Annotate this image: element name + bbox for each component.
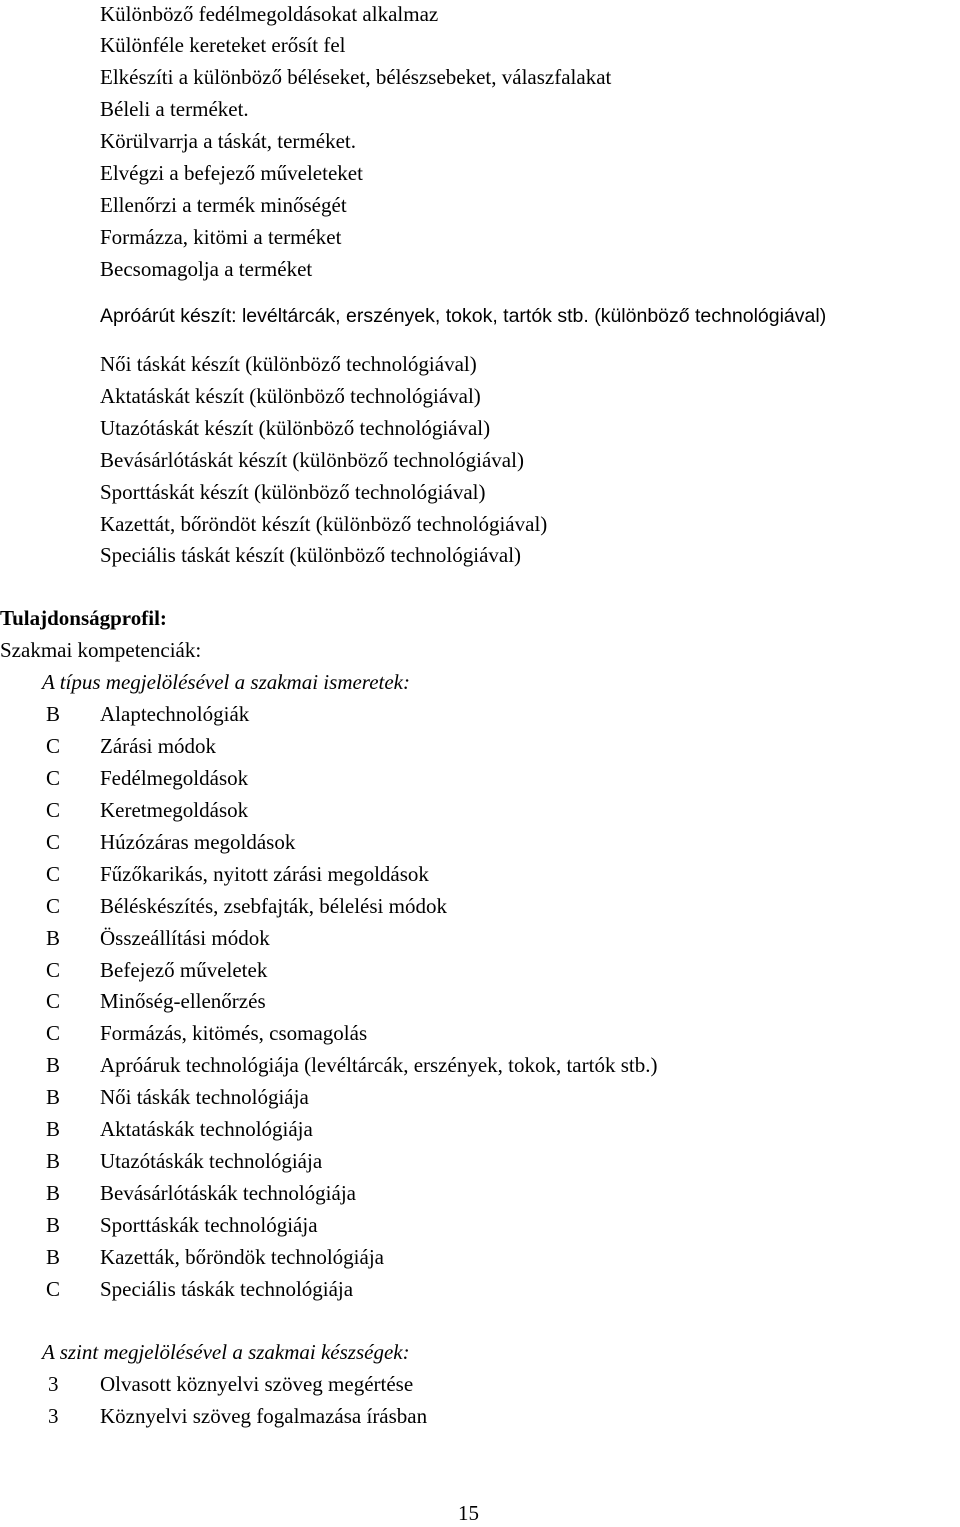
knowledge-text: Aktatáskák technológiája: [100, 1117, 313, 1141]
task-item: Utazótáskát készít (különböző technológiával): [100, 416, 491, 440]
knowledge-row: [0, 924, 900, 952]
knowledge-heading: A típus megjelölésével a szakmai ismeretek:: [42, 670, 410, 694]
knowledge-row: [0, 828, 900, 856]
knowledge-text: Bevásárlótáskák technológiája: [100, 1181, 356, 1205]
task-item: Elkészíti a különböző béléseket, bélészsebeket, válaszfalakat: [100, 65, 612, 89]
knowledge-text: Alaptechnológiák: [100, 702, 250, 726]
profile-title: Tulajdonságprofil:: [0, 606, 167, 630]
knowledge-grade: C: [46, 766, 61, 790]
knowledge-grade: C: [46, 894, 61, 918]
competencies-title: Szakmai kompetenciák:: [0, 638, 202, 662]
knowledge-text: Húzózáras megoldások: [100, 830, 296, 854]
small-goods-task: Apróárút készít: levéltárcák, erszények, tokok, tartók stb. (különböző technológiával): [100, 305, 827, 327]
skills-heading: A szint megjelölésével a szakmai készségek:: [42, 1340, 410, 1364]
knowledge-text: Női táskák technológiája: [100, 1085, 309, 1109]
knowledge-grade: B: [46, 1245, 61, 1269]
skill-level: 3: [48, 1372, 59, 1396]
knowledge-row: [0, 764, 900, 792]
task-item: Bevásárlótáskát készít (különböző technológiával): [100, 448, 524, 472]
knowledge-row: [0, 1147, 900, 1175]
knowledge-grade: B: [46, 926, 61, 950]
knowledge-row: [0, 700, 900, 728]
knowledge-row: [0, 987, 900, 1015]
knowledge-row: [0, 860, 900, 888]
knowledge-text: Zárási módok: [100, 734, 217, 758]
knowledge-grade: B: [46, 1149, 61, 1173]
knowledge-text: Formázás, kitömés, csomagolás: [100, 1021, 368, 1045]
knowledge-row: [0, 732, 900, 760]
knowledge-text: Keretmegoldások: [100, 798, 249, 822]
task-item: Becsomagolja a terméket: [100, 257, 313, 281]
task-item: Női táskát készít (különböző technológiával): [100, 352, 477, 376]
task-item: Különböző fedélmegoldásokat alkalmaz: [100, 2, 439, 26]
task-item: Különféle kereteket erősít fel: [100, 33, 346, 57]
knowledge-row: [0, 796, 900, 824]
knowledge-text: Béléskészítés, zsebfajták, bélelési módok: [100, 894, 447, 918]
knowledge-row: [0, 1051, 900, 1079]
task-item: Speciális táskát készít (különböző technológiával): [100, 543, 522, 567]
knowledge-text: Speciális táskák technológiája: [100, 1277, 354, 1301]
skill-row: [0, 1402, 900, 1430]
knowledge-grade: C: [46, 989, 61, 1013]
knowledge-grade: C: [46, 958, 61, 982]
knowledge-grade: C: [46, 1021, 61, 1045]
knowledge-text: Utazótáskák technológiája: [100, 1149, 323, 1173]
knowledge-text: Apróáruk technológiája (levéltárcák, erszények, tokok, tartók stb.): [100, 1053, 658, 1077]
knowledge-grade: B: [46, 702, 61, 726]
task-item: Formázza, kitömi a terméket: [100, 225, 342, 249]
knowledge-text: Befejező műveletek: [100, 958, 268, 982]
task-item: Körülvarrja a táskát, terméket.: [100, 129, 356, 153]
task-item: Sporttáskát készít (különböző technológiával): [100, 480, 486, 504]
knowledge-grade: C: [46, 862, 61, 886]
knowledge-grade: B: [46, 1053, 61, 1077]
knowledge-row: [0, 1179, 900, 1207]
knowledge-grade: C: [46, 1277, 61, 1301]
knowledge-row: [0, 956, 900, 984]
knowledge-grade: C: [46, 830, 61, 854]
knowledge-text: Összeállítási módok: [100, 926, 270, 950]
knowledge-row: [0, 1115, 900, 1143]
knowledge-row: [0, 1275, 900, 1303]
knowledge-grade: C: [46, 798, 61, 822]
skill-text: Olvasott köznyelvi szöveg megértése: [100, 1372, 414, 1396]
skill-row: [0, 1370, 900, 1398]
knowledge-row: [0, 1083, 900, 1111]
skill-level: 3: [48, 1404, 59, 1428]
skill-text: Köznyelvi szöveg fogalmazása írásban: [100, 1404, 428, 1428]
knowledge-row: [0, 1211, 900, 1239]
knowledge-row: [0, 1019, 900, 1047]
knowledge-text: Fedélmegoldások: [100, 766, 249, 790]
task-item: Aktatáskát készít (különböző technológiával): [100, 384, 481, 408]
task-item: Elvégzi a befejező műveleteket: [100, 161, 363, 185]
knowledge-text: Sporttáskák technológiája: [100, 1213, 318, 1237]
knowledge-grade: B: [46, 1117, 61, 1141]
knowledge-grade: B: [46, 1181, 61, 1205]
knowledge-text: Fűzőkarikás, nyitott zárási megoldások: [100, 862, 429, 886]
page-number: 15: [458, 1501, 479, 1525]
knowledge-grade: B: [46, 1085, 61, 1109]
knowledge-row: [0, 892, 900, 920]
knowledge-grade: B: [46, 1213, 61, 1237]
task-item: Béleli a terméket.: [100, 97, 249, 121]
knowledge-grade: C: [46, 734, 61, 758]
knowledge-text: Kazetták, bőröndök technológiája: [100, 1245, 384, 1269]
knowledge-row: [0, 1243, 900, 1271]
task-item: Kazettát, bőröndöt készít (különböző technológiával): [100, 512, 548, 536]
knowledge-text: Minőség-ellenőrzés: [100, 989, 266, 1013]
task-item: Ellenőrzi a termék minőségét: [100, 193, 347, 217]
